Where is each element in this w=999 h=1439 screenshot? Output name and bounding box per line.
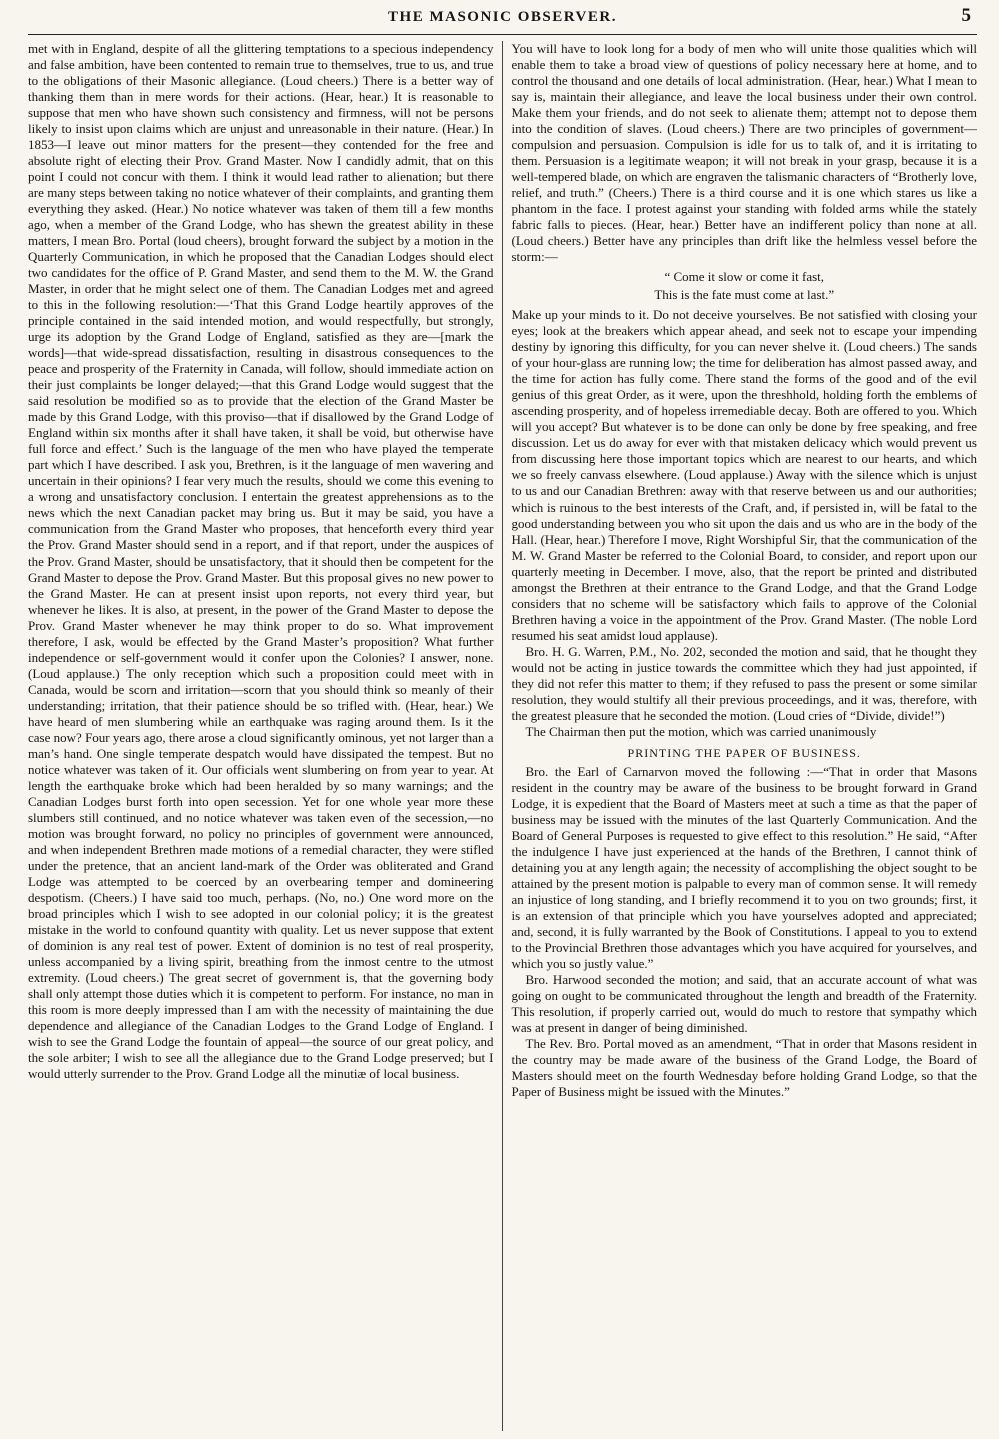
quoted-verse	[512, 268, 978, 303]
section-heading: PRINTING THE PAPER OF BUSINESS.	[627, 745, 861, 760]
masthead	[28, 0, 977, 34]
verse-line: “ Come it slow or come it fast,	[664, 269, 825, 285]
speech-paragraph: You will have to look long for a body of men who will unite those qualities which will enable them to take a broad view of questions of policy necessary here at home, and to control the thousand and one details of local administration. (Hear, hear.) What I mean to say is, maintain their allegiance, and leave the local business under their own control. Make them your friends, and do not seek to alienate them; attempt not to depose them into the condition of slaves. (Loud cheers.) There are two principles of government—compulsion and persuasion. Compulsion is idle for us to talk of, and it is irritating to them. Persuasion is a legitimate weapon; it will not break in your grasp, because it is a well-tempered blade, on which are engraven the talismanic characters of “Brotherly love, relief, and truth.” (Cheers.) There is a third course and it is one which stares us like a phantom in the face. I protest against your standing with folded arms while the stately fabric falls to pieces. (Hear, hear.) Better have an indifferent policy than none at all. (Loud cheers.) Better have any principles than drift like the helmless vessel before the storm:—	[511, 41, 977, 265]
report-paragraph: Bro. Harwood seconded the motion; and said, that an accurate account of what was going on ought to be communicated throughout the length and breadth of the Fraternity. This resolution, if properly carried out, would do much to restore that sympathy which was at present in danger of being diminished.	[511, 971, 977, 1035]
page-number: 5	[961, 5, 971, 26]
speech-paragraph: Make up your minds to it. Do not deceive yourselves. Be not satisfied with closing your eyes; look at the breakers which appear ahead, and seek not to escape your impending destiny by ignoring this difficulty, for you can never shelve it. (Loud cheers.) The sands of your hour-glass are running low; the time for deliberation has almost passed away, and the time for action has fully come. There stand the forms of the good and of the evil genius of this great Order, as it were, upon the threshhold, holding forth the emblems of ascending prosperity, and of hopeless irremediable decay. Both are offered to you. Which will you accept? But whatever is to be done can only be done by free speaking, and free discussion. Let us do away for ever with that mistaken delicacy which would prevent us from discussing here those important topics which are nearest to our hearts, and which we so freely canvass elsewhere. (Loud applause.) Away with the silence which is unjust to us and our Canadian Brethren: away with that reserve between us and our authorities; which is ruinous to the best interests of the Craft, and, if persisted in, will be fatal to the good understanding between you who sit upon the dais and us who are in the body of the Hall. (Hear, hear.) Therefore I move, Right Worshipful Sir, that the communication of the M. W. Grand Master be referred to the Colonial Board, to consider, and report upon our quarterly meeting in December. I move, also, that the report be printed and distributed amongst the Brethren at their entrance to the Grand Lodge, and that the Grand Lodge considers that no scheme will be satisfactory which fails to approve of the Colonial Brethren having a voice in the appointment of the Prov. Grand Master. (The noble Lord resumed his seat amidst loud applause).	[511, 307, 977, 643]
article-columns	[28, 35, 977, 1431]
left-column	[28, 41, 502, 1431]
report-paragraph: Bro. H. G. Warren, P.M., No. 202, seconded the motion and said, that he thought they would not be acting in justice towards the committee which they had just appointed, if they did not refer this matter to them; if they refused to pass the present or some similar resolution, they would stultify all their previous proceedings, and it was, therefore, with the greatest pleasure that he seconded the motion. (Loud cries of “Divide, divide!”)	[511, 643, 977, 723]
publication-title: THE MASONIC OBSERVER.	[388, 9, 617, 25]
right-column	[502, 41, 978, 1431]
report-paragraph: The Rev. Bro. Portal moved as an amendment, “That in order that Masons resident in the country may be made aware of the business of the Grand Lodge, the Board of Masters should meet on the fourth Wednesday before holding Grand Lodge, so that the Paper of Business might be issued with the Minutes.”	[511, 1035, 977, 1099]
verse-line: This is the fate must come at last.”	[654, 286, 835, 302]
report-paragraph: Bro. the Earl of Carnarvon moved the following :—“That in order that Masons resident in the country may be aware of the business to be brought forward in Grand Lodge, it is expedient that the Board of Masters meet at such a time as that the paper of business may be issued with the minutes of the last Quarterly Communication. And the Board of General Purposes is requested to give effect to this resolution.” He said, “After the indulgence I have just experienced at the hands of the Brethren, I cannot think of detaining you at any length again; the necessity of accomplishing the object sought to be attained by the present motion is palpable to every man of common sense. It will remedy an injustice of long standing, and I briefly recommend it to you on two grounds; first, it is an extension of that principle which you have yourselves adopted and appreciated; and, second, it is fully warranted by the Book of Constitutions. I appeal to you to extend to the Provincial Brethren those advantages which you have acquired for yourselves, and which you so justly value.”	[511, 763, 977, 971]
report-paragraph: The Chairman then put the motion, which was carried unanimously	[525, 723, 877, 739]
speech-paragraph: met with in England, despite of all the glittering temptations to a specious independency and false ambition, have been contented to remain true to themselves, true to us, and true to the obligations of their Masonic allegiance. (Loud cheers.) There is a better way of thanking them than in mere words for their actions. (Hear, hear.) It is reasonable to suppose that men who have shown such consistency and firmness, will not be persons likely to insist upon claims which are unjust and unreasonable in their nature. (Hear.) In 1853—I leave out minor matters for the present—they contended for the free and absolute right of electing their Prov. Grand Master. Now I candidly admit, that on this point I could not concur with them. I think it would lead rather to alienation; but there are many steps between taking no notice whatever of their complaints, and granting them everything they asked. (Hear.) No notice whatever was taken of them till a few months ago, when a member of the Grand Lodge, who has shewn the greatest ability in these matters, I mean Bro. Portal (loud cheers), brought forward the subject by a motion in the Quarterly Communication, in which he proposed that the Canadian Lodges should elect two candidates for the office of P. Grand Master, and send them to the M. W. the Grand Master, in order that he might select one of them. The Canadian Lodges met and agreed to this in the following resolution:—‘That this Grand Lodge heartily approves of the principle contained in the said intended motion, and would respectfully, but strongly, urge its adoption by the Grand Lodge of England, satisfied as they are—[mark the words]—that wide-spread dissatisfaction, resulting in disastrous consequences to the peace and prosperity of the Fraternity in Canada, will follow, should immediate action on their just complaints be longer delayed;—that this Grand Lodge would suggest that the said resolution be modified so as to provide that the election of the Grand Master be made by this Grand Lodge, with this proviso—that if disallowed by the Grand Lodge of England within six months after it shall have taken, it shall be void, but otherwise have full force and effect.’ Such is the language of the men who have played the temperate part which I have described. I ask you, Brethren, is it the language of men wavering and uncertain in their opinions? I fear very much the results, should we come this evening to a wrong and unsatisfactory conclusion. I entertain the greatest apprehensions as to the news which the next Canadian packet may bring us. But it may be said, you have a communication from the Grand Master who proposes, that henceforth every third year the Prov. Grand Master should send in a report, and if that report, under the auspices of the Prov. Grand Master, should be unsatisfactory, that it should then be competent for the Grand Master to depose the Prov. Grand Master. But this proposal gives no new power to the Grand Master. He can at present insist upon reports, not every third year, but whenever he likes. It is also, at present, in the power of the Grand Master to depose the Prov. Grand Master whenever he may think proper to do so. What improvement therefore, I ask, would be effected by the Grand Master’s proposition? What further independence or self-government would it confer upon the Colonies? I answer, none. (Loud applause.) The only reception which such a proposition could meet with in Canada, would be scorn and irritation—scorn that you should think so meanly of their understanding; irritation, that their patience should be so trifled with. (Hear, hear.) We have heard of men slumbering while an earthquake was raging around them. Is it the case now? Four years ago, there arose a cloud significantly ominous, yet not larger than a man’s hand. One single temperate despatch would have dissipated the tempest. But no notice whatever was taken of it. Our officials went slumbering on from year to year. At length the earthquake broke which had been heralded by so many warnings; and the Canadian Lodges burst forth into open secession. Yet for one whole year more these slumbers still continued, and no notice whatever was taken even of the secession,—no motion was brought forward, no policy no principles of government were announced, and when independent Brethren made motions of a remedial character, they were stifled under the pretence, that an ancient land-mark of the Order was obliterated and Grand Lodge was attempted to be coerced by an overbearing temper and domineering despotism. (Cheers.) I have said too much, perhaps. (No, no.) One word more on the broad principles which I wish to see adopted in our colonial policy; it is the greatest mistake in the world to confound quantity with quality. Let us never suppose that extent of dominion is any real test of power. Extent of dominion is no test of real prosperity, unless accompanied by a living spirit, breathing from the inmost centre to the utmost extremity. (Loud cheers.) The great secret of government is, that the governing body shall only attempt those duties which it is competent to perform. For instance, no man in this room is more deeply impressed than I am with the necessity of maintaining the due dependence and allegiance of the Canadian Lodges to the Grand Lodge of England. I wish to see the Grand Lodge the fountain of appeal—the source of our great policy, and the sole arbiter; I wish to see all the allegiance due to the Grand Lodge preserved; but I would utterly surrender to the Prov. Grand Lodge all the minutiæ of local business.	[28, 41, 494, 1081]
